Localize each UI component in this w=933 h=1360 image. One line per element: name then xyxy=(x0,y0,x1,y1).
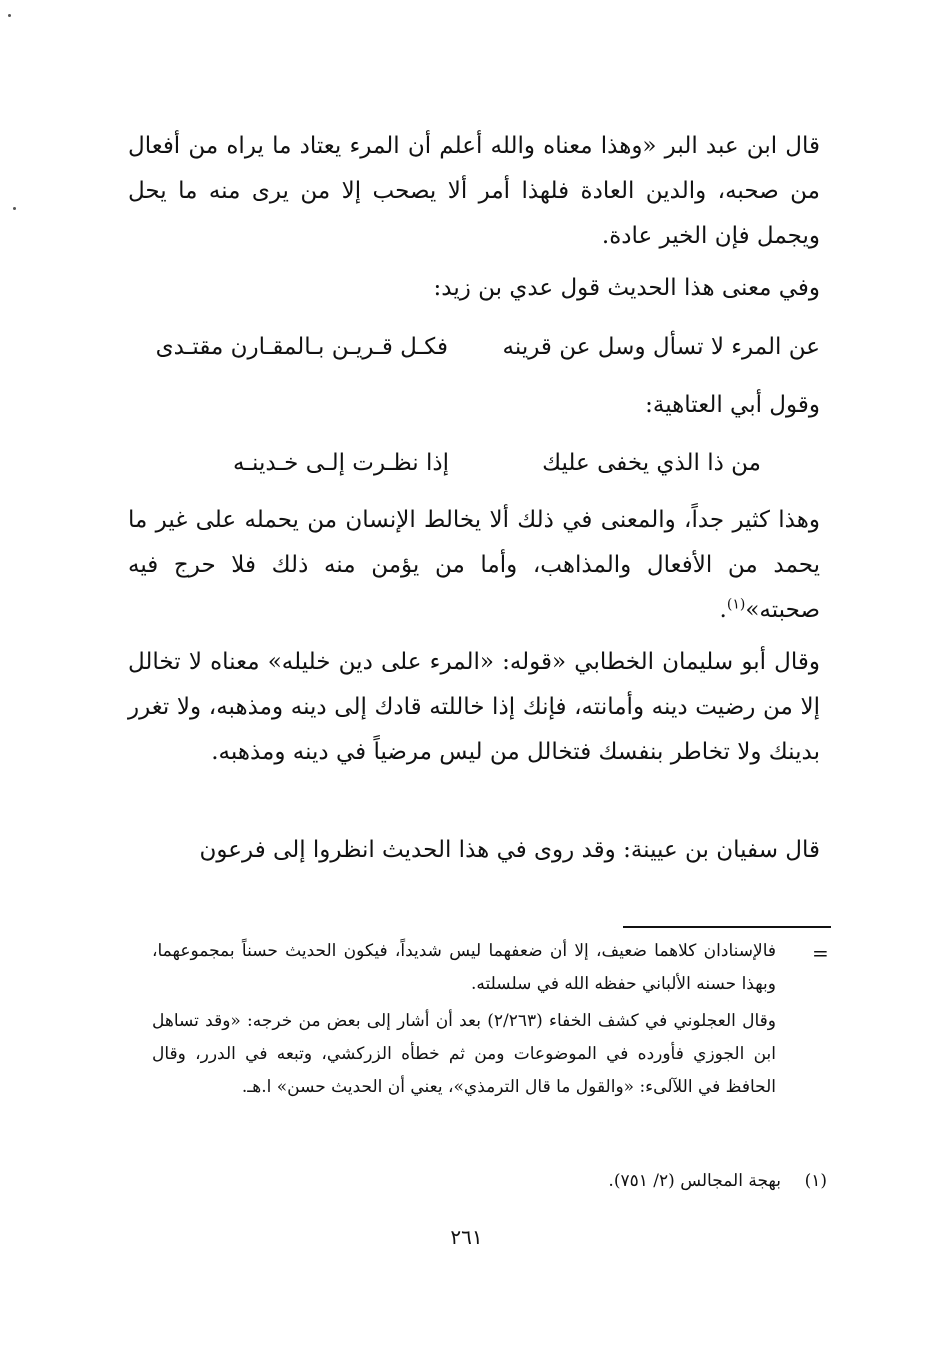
scan-speck xyxy=(8,14,11,17)
paragraph-abu-al-atahiya-intro: وقول أبي العتاهية: xyxy=(645,392,820,418)
verse1-first-hemistich: عن المرء لا تسأل وسل عن قرينه xyxy=(502,334,820,360)
footnote-separator xyxy=(623,926,831,928)
footnote-1 xyxy=(152,1166,827,1196)
footnote-ajluni-text: وقال العجلوني في كشف الخفاء (٢/٢٦٣) بعد أن أشار إلى بعض من خرجه: «وقد تساهل ابن الجوزي فأورده في الموضوعات ومن ثم خطأه الزركشي، وتبعه في الدرر، وقال الحافظ في اللآلىء: «والقول ما قال الترمذي»، يعني أن الحديث حسن» ا.هـ. xyxy=(152,1011,776,1097)
paragraph-adi-ibn-zayd-intro: وفي معنى هذا الحديث قول عدي بن زيد: xyxy=(433,275,820,301)
paragraph-sufyan-ibn-uyayna: قال سفيان بن عيينة: وقد روى في هذا الحديث انظروا إلى فرعون xyxy=(199,837,820,863)
verse2-first-hemistich: من ذا الذي يخفى عليك xyxy=(542,450,761,476)
page-number: ٢٦١ xyxy=(450,1225,483,1249)
paragraph-al-khattabi: وقال أبو سليمان الخطابي «قوله: «المرء على دين خليله» معناه لا تخالل إلا من رضيت دينه وأمانته، فإنك إذا خاللته قادك إلى دينه ومذهبه، ولا تغرر بدينك ولا تخاطر بنفسك فتخالل من ليس مرضياً في دينه ومذهبه. xyxy=(128,649,820,765)
paragraph-commentary-text: وهذا كثير جداً، والمعنى في ذلك ألا يخالط الإنسان من يحمله على غير ما يحمد من الأفعال والمذاهب، وأما من يؤمن منه ذلك فلا حرج فيه صحبته» xyxy=(128,507,820,623)
paragraph-commentary xyxy=(128,498,820,633)
scan-speck xyxy=(13,207,16,210)
footnote-continuation-mark: = xyxy=(812,941,829,965)
paragraph-ibn-abd-al-barr: قال ابن عبد البر «وهذا معناه والله أعلم أن المرء يعتاد ما يراه من أفعال من صحبه، والدين العادة فلهذا أمر ألا يصحب إلا من يرى منه ما يحل ويجمل فإن الخير عادة. xyxy=(128,133,820,249)
footnote-continued-text: فالإسنادان كلاهما ضعيف، إلا أن ضعفهما ليس شديداً، فيكون الحديث حسناً بمجموعهما، وبهذا حسنه الألباني حفظه الله في سلسلته. xyxy=(152,941,776,994)
verse2-second-hemistich: إذا نظـرت إلـى خـدينـه xyxy=(232,450,449,476)
footnote-1-text: بهجة المجالس (٢/ ٧٥١). xyxy=(608,1171,781,1191)
footnote-1-number: (١) xyxy=(804,1171,827,1191)
verse1-second-hemistich: فكـل قـريـن بـالمقـارن مقتـدى xyxy=(155,334,448,360)
footnote-ref-1: (١) xyxy=(726,596,746,613)
paragraph-commentary-end: . xyxy=(719,597,727,623)
